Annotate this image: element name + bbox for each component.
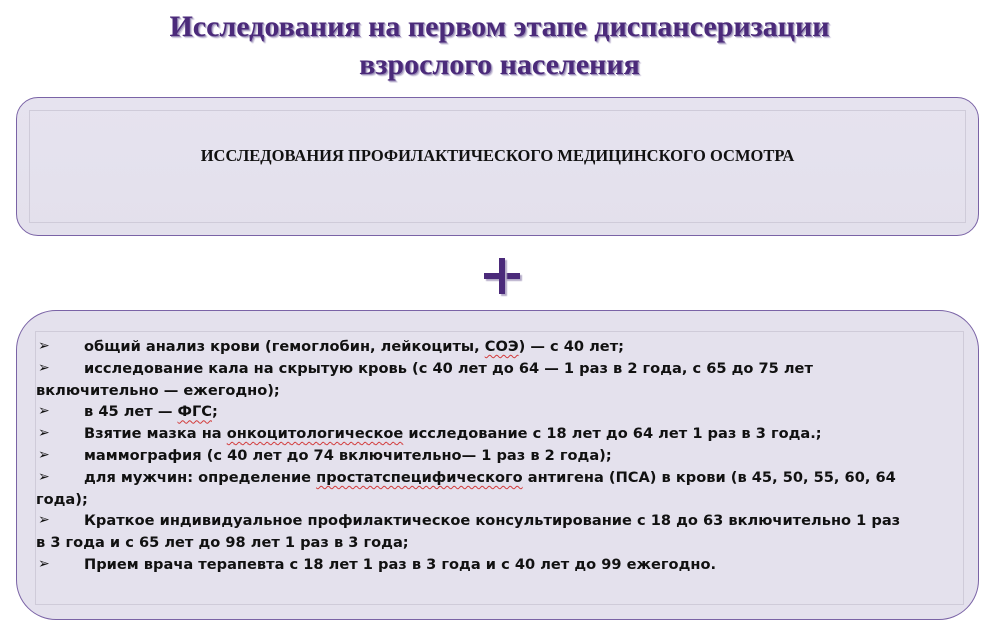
- page-title-line2: взрослого населения: [359, 48, 640, 81]
- section-header-text: ИССЛЕДОВАНИЯ ПРОФИЛАКТИЧЕСКОГО МЕДИЦИНСКОГО ОСМОТРА: [200, 146, 795, 165]
- list-item-text: общий анализ крови (гемоглобин, лейкоциты,: [84, 338, 485, 355]
- arrow-bullet-icon: ➢: [38, 468, 50, 485]
- list-item-continuation: года);: [36, 490, 88, 508]
- page-title: [0, 8, 999, 84]
- list-item: [36, 445, 956, 467]
- examination-list: [36, 336, 956, 576]
- list-item: [36, 423, 956, 445]
- list-item-text-tail: антигена (ПСА) в крови (в 45, 50, 55, 60, 64: [522, 468, 896, 486]
- arrow-bullet-icon: ➢: [38, 359, 50, 376]
- arrow-bullet-icon: ➢: [38, 446, 50, 463]
- list-item-text: в 45 лет —: [84, 403, 178, 421]
- list-item: [36, 467, 956, 511]
- plus-icon: [484, 258, 520, 294]
- arrow-bullet-icon: ➢: [38, 555, 50, 572]
- list-item-text: для мужчин: определение: [84, 468, 317, 486]
- spellcheck-word: онкоцитологическое: [226, 425, 404, 443]
- spellcheck-word: простатспецифического: [316, 468, 523, 486]
- list-item: [36, 401, 956, 423]
- list-item-continuation: в 3 года и с 65 лет до 98 лет 1 раз в 3 года;: [36, 534, 409, 552]
- list-item-text: исследование кала на скрытую кровь (с 40 лет до 64 — 1 раз в 2 года, с 65 до 75 лет: [84, 359, 813, 377]
- list-item: [36, 358, 956, 402]
- section-header-frame: [29, 110, 966, 223]
- list-item-text: Прием врача терапевта с 18 лет 1 раз в 3 года и с 40 лет до 99 ежегодно.: [84, 555, 717, 573]
- list-item-text-tail: ;: [212, 403, 218, 421]
- list-item-text-tail: ) — с 40 лет;: [518, 338, 624, 355]
- list-item: [36, 554, 956, 576]
- list-item: [36, 336, 956, 358]
- list-item-text: Взятие мазка на: [84, 425, 227, 443]
- list-item-text: маммография (с 40 лет до 74 включительно— 1 раз в 2 года);: [84, 446, 612, 464]
- list-item-text-tail: исследование с 18 лет до 64 лет 1 раз в 3 года.;: [403, 425, 822, 443]
- arrow-bullet-icon: ➢: [38, 403, 50, 420]
- spellcheck-word: ФГС: [177, 403, 212, 421]
- arrow-bullet-icon: ➢: [38, 512, 50, 529]
- list-item-continuation: включительно — ежегодно);: [36, 381, 280, 399]
- arrow-bullet-icon: ➢: [38, 425, 50, 442]
- list-item: [36, 510, 956, 554]
- page-title-line1: Исследования на первом этапе диспансеризации: [169, 10, 830, 43]
- section-header-box: [16, 97, 979, 236]
- spellcheck-word: СОЭ: [484, 338, 519, 355]
- arrow-bullet-icon: ➢: [38, 338, 50, 354]
- list-item-text: Краткое индивидуальное профилактическое консультирование с 18 до 63 включительно 1 раз: [84, 512, 901, 530]
